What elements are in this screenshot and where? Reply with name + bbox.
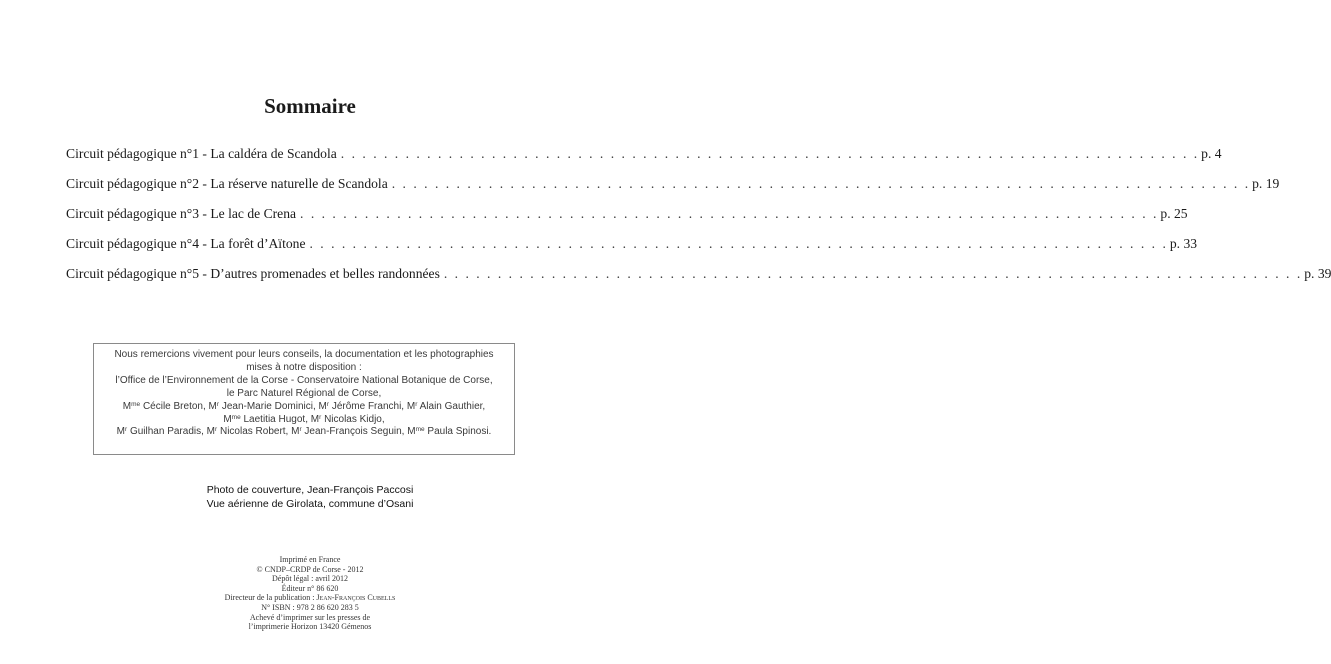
- ack-person: $M^r$ Alain Gauthier,: [406, 400, 486, 412]
- toc-leader-dots: . . . . . . . . . . . . . . . . . . . . . . . . . . . . . . . . . . . . . . . . . . . . . . . . . . . . . . . . . . . . . . . . . . . . . . . . . . . . . . . .: [443, 266, 1303, 281]
- ack-intro: Nous remercions vivement pour leurs conseils, la documentation et les photographies: [114, 349, 494, 360]
- toc-entry-label: Circuit pédagogique n°3 - Le lac de Crena: [66, 206, 297, 221]
- colophon-line: l’imprimerie Horizon 13420 Gémenos: [248, 622, 372, 632]
- colophon-line: Imprimé en France: [279, 555, 341, 564]
- toc-entry[interactable]: [66, 236, 1198, 266]
- ack-people-line: [98, 414, 510, 427]
- toc-entry-page: p. 33: [1169, 236, 1198, 251]
- toc-leader-dots: . . . . . . . . . . . . . . . . . . . . . . . . . . . . . . . . . . . . . . . . . . . . . . . . . . . . . . . . . . . . . . . . . . . . . . . . . . . . . . . .: [300, 206, 1159, 221]
- ack-person: $M^r$ Nicolas Kidjo,: [310, 413, 385, 425]
- ack-intro: mises à notre disposition :: [246, 361, 362, 373]
- ack-person: $M^r$ Jean-François Seguin,: [291, 426, 405, 438]
- ack-person: $M^r$ Jean-Marie Dominici,: [208, 400, 316, 412]
- colophon-line: Dépôt légal : avril 2012: [272, 574, 348, 584]
- toc-entry-page: p. 4: [1201, 146, 1222, 161]
- cover-photo-caption: Vue aérienne de Girolata, commune d’Osani: [206, 498, 414, 510]
- toc-entry[interactable]: [66, 176, 1280, 206]
- ack-person: $M^r$ Jérôme Franchi,: [318, 400, 405, 412]
- colophon-line: N° ISBN : 978 2 86 620 283 5: [261, 602, 359, 612]
- colophon-line: © CNDP–CRDP de Corse - 2012: [256, 564, 364, 574]
- acknowledgements-box: [93, 343, 515, 455]
- toc-entry-page: p. 39: [1304, 266, 1331, 281]
- ack-person: $M^{me}$ Cécile Breton,: [122, 400, 206, 412]
- toc-entry-label: Circuit pédagogique n°2 - La réserve naturelle de Scandola: [66, 176, 388, 191]
- table-of-contents: [66, 146, 1331, 296]
- page-title: Sommaire: [264, 94, 356, 118]
- ack-person: $M^r$ Guilhan Paradis,: [116, 426, 204, 438]
- ack-person: $M^{me}$ Paula Spinosi.: [407, 426, 492, 438]
- toc-entry[interactable]: [66, 266, 1331, 296]
- ack-people-line: [98, 401, 510, 414]
- colophon: [0, 555, 620, 632]
- toc-entry-label: Circuit pédagogique n°5 - D’autres promenades et belles randonnées: [66, 266, 440, 281]
- ack-person: $M^r$ Nicolas Robert,: [206, 426, 289, 438]
- ack-organisation: le Parc Naturel Régional de Corse,: [226, 387, 382, 399]
- cover-credits: [0, 483, 620, 511]
- toc-entry-page: p. 19: [1252, 176, 1280, 191]
- toc-entry-label: Circuit pédagogique n°4 - La forêt d’Aïtone: [66, 236, 306, 251]
- colophon-line: Achevé d’imprimer sur les presses de: [249, 612, 371, 622]
- toc-leader-dots: . . . . . . . . . . . . . . . . . . . . . . . . . . . . . . . . . . . . . . . . . . . . . . . . . . . . . . . . . . . . . . . . . . . . . . . . . . . . . . . .: [391, 176, 1251, 191]
- colophon-line: Éditeur n° 86 620: [281, 583, 339, 593]
- toc-leader-dots: . . . . . . . . . . . . . . . . . . . . . . . . . . . . . . . . . . . . . . . . . . . . . . . . . . . . . . . . . . . . . . . . . . . . . . . . . . . . . . . .: [309, 236, 1168, 251]
- toc-entry-label: Circuit pédagogique n°1 - La caldéra de Scandola: [66, 146, 337, 161]
- toc-entry[interactable]: [66, 146, 1222, 176]
- director-name: Jean-François Cubells: [316, 593, 396, 603]
- toc-leader-dots: . . . . . . . . . . . . . . . . . . . . . . . . . . . . . . . . . . . . . . . . . . . . . . . . . . . . . . . . . . . . . . . . . . . . . . . . . . . . . . . .: [340, 146, 1200, 161]
- colophon-director: Directeur de la publication : Jean-François Cubells: [224, 593, 396, 603]
- ack-organisation: l’Office de l’Environnement de la Corse - Conservatoire National Botanique de Corse,: [115, 374, 493, 386]
- toc-entry-page: p. 25: [1160, 206, 1188, 221]
- cover-photo-credit: Photo de couverture, Jean-François Paccosi: [206, 484, 414, 496]
- toc-entry[interactable]: [66, 206, 1188, 236]
- ack-person: $M^{me}$ Laetitia Hugot,: [223, 413, 308, 425]
- ack-people-line: [98, 426, 510, 439]
